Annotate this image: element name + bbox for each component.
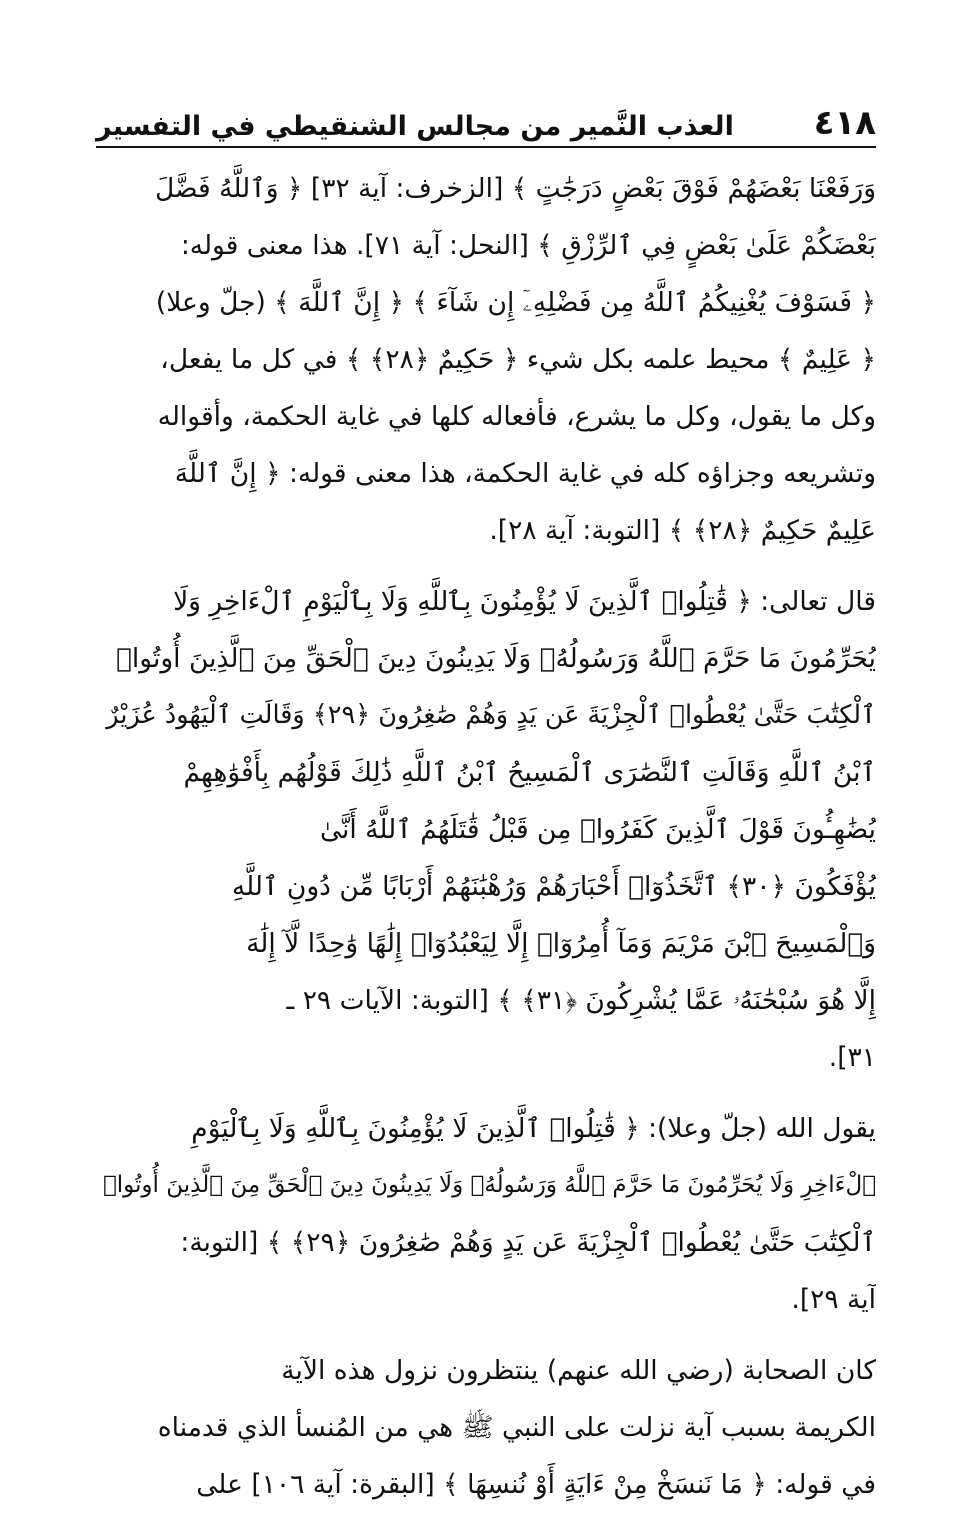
text-line: كان الصحابة (رضي الله عنهم) ينتظرون نزول هذه الآية: [281, 1355, 876, 1386]
text-line: في قوله: ﴿ مَا نَنسَخْ مِنْ ءَايَةٍ أَوْ نُنسِهَا ﴾ [البقرة: آية ١٠٦] على: [196, 1469, 876, 1500]
text-line: ٱبْنُ ٱللَّهِ وَقَالَتِ ٱلنَّصَٰرَى ٱلْمَسِيحُ ٱبْنُ ٱللَّهِ ذَٰلِكَ قَوْلُهُم بِأَفْوَٰهِهِمْ: [183, 757, 876, 788]
book-page: [96, 88, 876, 1513]
text-line: وَرَفَعْنَا بَعْضَهُمْ فَوْقَ بَعْضٍ دَرَجَٰتٍ ﴾ [الزخرف: آية ٣٢] ﴿ وَٱللَّهُ فَضَّلَ: [154, 173, 876, 204]
text-line: ٱلْكِتَٰبَ حَتَّىٰ يُعْطُوا۟ ٱلْجِزْيَةَ عَن يَدٍ وَهُمْ صَٰغِرُونَ ﴿٢٩﴾ ﴾ [التوبة:: [180, 1227, 876, 1258]
text-line: ٱلْءَاخِرِ وَلَا يُحَرِّمُونَ مَا حَرَّمَ ٱللَّهُ وَرَسُولُهُۥ وَلَا يَدِينُونَ دِينَ ٱلْحَقِّ مِنَ ٱلَّذِينَ أُوتُوا۟: [102, 1172, 876, 1198]
text-line: بَعْضَكُمْ عَلَىٰ بَعْضٍ فِي ٱلرِّزْقِ ﴾ [النحل: آية ٧١]. هذا معنى قوله:: [180, 230, 876, 261]
text-line: يُضَٰهِـُٔونَ قَوْلَ ٱلَّذِينَ كَفَرُوا۟ مِن قَبْلُ قَٰتَلَهُمُ ٱللَّهُ أَنَّىٰ: [319, 814, 876, 845]
text-line: قال تعالى: ﴿ قَٰتِلُوا۟ ٱلَّذِينَ لَا يُؤْمِنُونَ بِٱللَّهِ وَلَا بِٱلْيَوْمِ ٱلْءَاخِرِ وَلَا: [173, 586, 876, 617]
text-line: وتشريعه وجزاؤه كله في غاية الحكمة، هذا معنى قوله: ﴿ إِنَّ ٱللَّهَ: [174, 458, 876, 489]
paragraph: [96, 1100, 876, 1328]
text-line: وَٱلْمَسِيحَ ٱبْنَ مَرْيَمَ وَمَآ أُمِرُوٓا۟ إِلَّا لِيَعْبُدُوٓا۟ إِلَٰهًا وَٰحِدًا لَّآ إِلَٰهَ: [246, 928, 876, 959]
page-number: ٤١٨: [813, 103, 876, 143]
paragraph: [96, 160, 876, 559]
text-line: يُؤْفَكُونَ ﴿٣٠﴾ ٱتَّخَذُوٓا۟ أَحْبَارَهُمْ وَرُهْبَٰنَهُمْ أَرْبَابًا مِّن دُونِ ٱللَّهِ: [231, 871, 876, 902]
text-line: ٱلْكِتَٰبَ حَتَّىٰ يُعْطُوا۟ ٱلْجِزْيَةَ عَن يَدٍ وَهُمْ صَٰغِرُونَ ﴿٢٩﴾ وَقَالَتِ ٱلْيَهُودُ عُزَيْرٌ: [106, 700, 876, 730]
text-line: آية ٢٩].: [791, 1284, 876, 1315]
text-line: ﴿ فَسَوْفَ يُغْنِيكُمُ ٱللَّهُ مِن فَضْلِهِۦٓ إِن شَآءَ ﴾ ﴿ إِنَّ ٱللَّهَ ﴾ (جلّ وعلا): [155, 287, 876, 318]
text-line: إِلَّا هُوَ سُبْحَٰنَهُۥ عَمَّا يُشْرِكُونَ ﴿٣١﴾ ﴾ [التوبة: الآيات ٢٩ ـ: [286, 985, 876, 1016]
page-header: [96, 88, 876, 148]
text-line: الكريمة بسبب آية نزلت على النبي ﷺ هي من المُنسأ الذي قدمناه: [157, 1412, 876, 1443]
text-line: وكل ما يقول، وكل ما يشرع، فأفعاله كلها في غاية الحكمة، وأقواله: [157, 401, 876, 432]
running-title: العذب النَّمير من مجالس الشنقيطي في التفسير: [96, 111, 734, 142]
text-line: عَلِيمٌ حَكِيمٌ ﴿٢٨﴾ ﴾ [التوبة: آية ٢٨].: [489, 515, 876, 546]
text-line: يُحَرِّمُونَ مَا حَرَّمَ ٱللَّهُ وَرَسُولُهُۥ وَلَا يَدِينُونَ دِينَ ٱلْحَقِّ مِنَ ٱلَّذِينَ أُوتُوا۟: [116, 643, 876, 674]
text-line: ٣١].: [828, 1042, 876, 1073]
text-line: ﴿ عَلِيمٌ ﴾ محيط علمه بكل شيء ﴿ حَكِيمٌ ﴿٢٨﴾ ﴾ في كل ما يفعل،: [160, 344, 876, 375]
page-body: [96, 160, 876, 1513]
paragraph: [96, 573, 876, 1086]
text-line: يقول الله (جلّ وعلا): ﴿ قَٰتِلُوا۟ ٱلَّذِينَ لَا يُؤْمِنُونَ بِٱللَّهِ وَلَا بِٱلْيَوْمِ: [191, 1113, 876, 1144]
paragraph: [96, 1342, 876, 1513]
